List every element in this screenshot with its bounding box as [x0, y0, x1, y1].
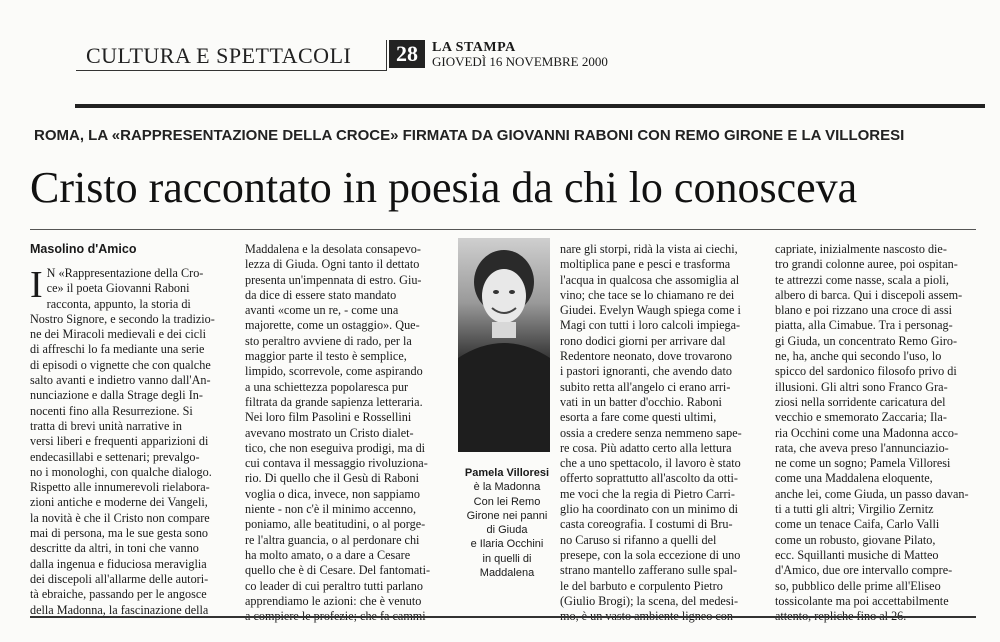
caption-line: in quelli di: [482, 552, 532, 565]
text-line: albero di barca. Qui i discepoli assem-: [775, 287, 963, 302]
kicker: ROMA, LA «RAPPRESENTAZIONE DELLA CROCE» FIRMATA DA GIOVANNI RABONI CON REMO GIRONE E LA VILLORESI: [34, 127, 905, 144]
text-line: limpido, scorrevole, come aspirando: [245, 364, 423, 379]
caption-line: e Ilaria Occhini: [470, 538, 544, 551]
text-line: no Caruso si rifanno a quelli del: [560, 532, 717, 547]
text-line: presenta un'impennata di estro. Giu-: [245, 272, 422, 287]
text-line: Maddalena e la desolata consapevo-: [245, 242, 421, 256]
text-line: rata, che aveva preso l'annunciazio-: [775, 440, 949, 455]
text-line: mo, è un vasto ambiente ligneo con: [560, 609, 733, 624]
text-line: ne come un sogno; Pamela Villoresi: [775, 456, 951, 471]
text-line: avanti «come un re, - come una: [245, 303, 399, 318]
text-line: re cosa. Più adatto certo alla lettura: [560, 440, 732, 455]
portrait-photo: [458, 238, 550, 452]
article-column-4: [775, 242, 980, 624]
text-line: ossia a credere senza nemmeno sape-: [560, 425, 742, 440]
text-line: spicco del sardonico filosofo privo di: [775, 364, 957, 379]
text-line: di affreschi lo fa mediante una serie: [30, 342, 205, 357]
text-line: me voci che la regia di Pietro Carri-: [560, 486, 735, 501]
text-line: majorette, come un ostaggio». Que-: [245, 318, 420, 333]
text-line: offerto soprattutto all'ascolto da otti-: [560, 471, 738, 486]
text-line: co leader di cui peraltro tutti parlano: [245, 578, 423, 593]
text-line: vino; che tace se lo chiamano re dei: [560, 287, 735, 302]
text-line: nocenti fino alla Resurrezione. Si: [30, 403, 193, 418]
text-line: strano mantello zafferano sulle spal-: [560, 563, 738, 578]
caption-line: è la Madonna: [473, 481, 541, 494]
text-line: cui contava il messaggio rivoluziona-: [245, 456, 428, 471]
text-line: so, pubblico delle prime all'Eliseo: [775, 578, 941, 593]
bottom-divider: [30, 616, 976, 618]
text-line: come un tenace Caifa, Carlo Valli: [775, 517, 940, 532]
text-line: tratta di brevi unità narrative in: [30, 418, 182, 433]
text-line: attento, repliche fino al 26.: [775, 609, 907, 624]
text-line: ha molto amato, o a dare a Cesare: [245, 547, 411, 562]
text-line: descritte da altri, in toni che vanno: [30, 541, 199, 556]
text-line: voglia o dica, invece, non sappiamo: [245, 486, 420, 501]
portrait-image: [458, 238, 550, 452]
text-line: poniamo, alle beatitudini, o al porge-: [245, 517, 426, 532]
text-line: lezza di Giuda. Ogni tanto il dettato: [245, 257, 420, 272]
text-line: gi Giuda, un concentrato Remo Giro-: [775, 333, 958, 348]
text-line: moltiplica pane e pesci e trasforma: [560, 257, 731, 272]
text-line: no i monologhi, con qualche dialogo.: [30, 464, 212, 479]
text-line: Nei loro film Pasolini e Rossellini: [245, 410, 412, 425]
text-line: subito retta all'angelo ci erano arri-: [560, 379, 731, 394]
headline: Cristo raccontato in poesia da chi lo conosceva: [30, 163, 858, 212]
text-line: dalla ingenua e fiduciosa meraviglia: [30, 556, 207, 571]
text-line: avevano mostrato un Cristo dialet-: [245, 425, 414, 440]
text-line: la novità è che il Cristo non compare: [30, 510, 210, 525]
text-line: della Madonna, la fascinazione della: [30, 602, 209, 617]
text-line: Redentore neonato, dove trovarono: [560, 349, 732, 364]
text-line: a compiere le profezie; che fa cammi-: [245, 609, 430, 624]
text-line: rio. Di quello che il Gesù di Raboni: [245, 471, 419, 486]
text-line: tà ebraiche, passando per le angosce: [30, 587, 207, 602]
text-line: illusioni. Gli altri sono Franco Gra-: [775, 379, 948, 394]
text-line: mai di persona, ma le sue gesta sono: [30, 526, 209, 541]
text-line: anche lei, come Giuda, un passo davan-: [775, 486, 969, 501]
dropcap: I: [30, 264, 43, 306]
text-line: Magi con tutti i loro calcoli impiega-: [560, 318, 741, 333]
text-line: come una Maddalena eloquente,: [775, 471, 933, 486]
text-line: salto avanti e indietro vanno dall'An-: [30, 373, 211, 388]
headline-divider: [30, 229, 976, 230]
text-line: apprendiamo le azioni: che è venuto: [245, 593, 422, 608]
text-line: Giudei. Evelyn Waugh spiega come i: [560, 303, 741, 318]
top-divider: [75, 104, 985, 108]
caption-line: Maddalena: [479, 567, 535, 580]
article-column-2: [245, 242, 450, 624]
text-line: tico, che non eseguiva prodigi, ma di: [245, 440, 426, 455]
caption-name: Pamela Villoresi: [464, 467, 550, 479]
text-line: ne, ha, anche qui secondo l'uso, lo: [775, 349, 942, 364]
text-line: filtrata da grande sapienza letteraria.: [245, 394, 423, 409]
text-line: vati in un batter d'occhio. Raboni: [560, 394, 722, 409]
text-line: nunciazione e dalla Strage degli In-: [30, 388, 203, 403]
text-line: maggior parte il testo è semplice,: [245, 349, 407, 364]
text-line: ce» il poeta Giovanni Raboni: [46, 281, 190, 296]
text-line: zioni antiche e moderne dei Vangeli,: [30, 495, 208, 510]
text-line: ecc. Squillanti musiche di Matteo: [775, 547, 939, 562]
text-line: quello che è di Cesare. Del fantomati-: [245, 563, 431, 578]
text-line: dei discepoli all'allarme delle autori-: [30, 571, 209, 586]
text-line: da dice di essere stato mandato: [245, 287, 397, 302]
caption-line: Girone nei panni: [466, 509, 548, 522]
issue-date: GIOVEDÌ 16 NOVEMBRE 2000: [432, 54, 608, 69]
text-line: che a uno spettacolo, il lavoro è stato: [560, 456, 741, 471]
masthead: LA STAMPA: [432, 40, 516, 55]
text-line: ti a tutti gli altri; Virgilio Zernitz: [775, 502, 934, 517]
photo-caption: [452, 466, 562, 580]
text-line: Nostro Signore, e secondo la tradizio-: [30, 311, 215, 326]
text-line: capriate, inizialmente nascosto die-: [775, 242, 947, 256]
text-line: te attrezzi come nasse, scala a pioli,: [775, 272, 949, 287]
article-column-1: [30, 266, 230, 618]
byline: Masolino d'Amico: [30, 242, 137, 256]
caption-line: di Giuda: [486, 524, 528, 537]
text-line: come un robusto, giovane Pilato,: [775, 532, 936, 547]
text-line: piatta, alla Cimabue. Tra i personag-: [775, 318, 953, 333]
section-title: CULTURA E SPETTACOLI: [86, 43, 352, 68]
text-line: di episodi o vignette che con qualche: [30, 357, 211, 372]
text-line: tossicolante ma poi accettabilmente: [775, 593, 949, 608]
text-line: i pastori ignoranti, che avendo dato: [560, 364, 732, 379]
text-line: endecasillabi e settenari; prevalgo-: [30, 449, 200, 464]
text-line: ne dei Miracoli medievali e dei cicli: [30, 327, 206, 342]
text-line: N «Rappresentazione della Cro-: [46, 266, 204, 280]
text-line: versi liberi e frequenti apparizioni di: [30, 434, 209, 449]
text-line: Rispetto alle innumerevoli rielabora-: [30, 480, 210, 495]
text-line: le del barbuto e corpulento Pietro: [560, 578, 723, 593]
text-line: (Giulio Brogi); la scena, del medesi-: [560, 593, 739, 608]
text-line: blano e poi rizzano una croce di assi: [775, 303, 952, 318]
caption-line: Con lei Remo: [473, 495, 541, 508]
text-line: sto peraltro avviene di rado, per la: [245, 333, 412, 348]
text-line: nare gli storpi, ridà la vista ai ciechi,: [560, 242, 738, 256]
text-line: presepe, con la sola eccezione di uno: [560, 547, 741, 562]
page-number: 28: [389, 40, 425, 68]
article-column-3: [560, 242, 768, 624]
text-line: ziosi nella sorridente caricatura del: [775, 394, 946, 409]
text-line: tro grandi colonne auree, poi ospitan-: [775, 257, 958, 272]
text-line: glio ha coordinato con un minimo di: [560, 502, 739, 517]
text-line: re l'altra guancia, o al perdonare chi: [245, 532, 420, 547]
text-line: d'Amico, due ore intervallo compre-: [775, 563, 953, 578]
text-line: ria Occhini come una Madonna acco-: [775, 425, 959, 440]
text-line: a una schiettezza popolaresca pur: [245, 379, 409, 394]
text-line: niente - non c'è il minimo accenno,: [245, 502, 417, 517]
text-line: l'acqua in qualcosa che assomiglia al: [560, 272, 740, 287]
text-line: esorta a fare come questi ultimi,: [560, 410, 717, 425]
text-line: casta coreografia. I costumi di Bru-: [560, 517, 733, 532]
text-line: racconta, appunto, la storia di: [46, 296, 191, 311]
text-line: vecchio e smemorato Zaccaria; Ila-: [775, 410, 947, 425]
text-line: rono dodici giorni per arrivare dal: [560, 333, 726, 348]
